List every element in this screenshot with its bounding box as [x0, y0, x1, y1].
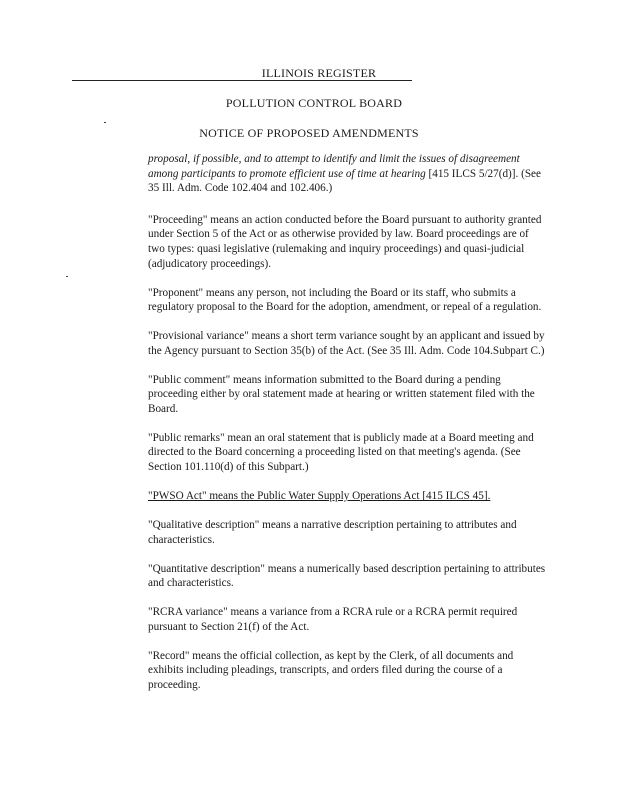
- notice-title: NOTICE OF PROPOSED AMENDMENTS: [199, 126, 419, 140]
- intro-citation: [415 ILCS 5/27(d)]. (See 35 Ill. Adm. Code 102.404 and 102.406.): [148, 167, 541, 195]
- definition-quantitative-description: "Quantitative description" means a numerically based description pertaining to attributes and characteristics.: [148, 562, 546, 590]
- definition-qualitative-description: "Qualitative description" means a narrative description pertaining to attributes and characteristics.: [148, 519, 517, 546]
- agency-name: POLLUTION CONTROL BOARD: [225, 96, 403, 110]
- definition-proponent: "Proponent" means any person, not including the Board or its staff, who submits a regulatory proposal to the Board for the adoption, amendment, or repeal of a regulation.: [148, 286, 542, 314]
- definition-provisional-variance: "Provisional variance" means a short term variance sought by an applicant and issued by the Agency pursuant to Section 35(b) of the Act. (See 35 Ill. Adm. Code 104.Subpart C.): [148, 330, 545, 357]
- register-title: ILLINOIS REGISTER: [261, 66, 377, 80]
- definition-public-remarks: "Public remarks" mean an oral statement that is publicly made at a Board meeting and directed to the Board concerning a proceeding listed on that meeting's agenda. (See Section 101.110(d) of this Subpart.): [148, 431, 534, 474]
- scan-speck: [66, 276, 68, 277]
- definition-public-comment: "Public comment" means information submitted to the Board during a pending proceeding either by oral statement made at hearing or written statement filed with the Board.: [148, 373, 535, 415]
- scan-speck: [104, 122, 106, 123]
- definition-proceeding: "Proceeding" means an action conducted before the Board pursuant to authority granted under Section 5 of the Act or as otherwise provided by law. Board proceedings are of two types: quasi legislative (rulemaking and inquiry proceedings) and quasi-judicial (adjudicatory proceedings).: [148, 213, 542, 270]
- document-body: [148, 152, 548, 707]
- definition-pwso-act: "PWSO Act" means the Public Water Supply Operations Act [415 ILCS 45].: [148, 490, 491, 503]
- intro-italic-quote: proposal, if possible, and to attempt to identify and limit the issues of disagreement among participants to promote efficient use of time at hearing: [148, 153, 520, 180]
- definition-rcra-variance: "RCRA variance" means a variance from a RCRA rule or a RCRA permit required pursuant to Section 21(f) of the Act.: [148, 606, 518, 633]
- definition-record: "Record" means the official collection, as kept by the Clerk, of all documents and exhibits including pleadings, transcripts, and orders filed during the course of a proceeding.: [148, 649, 514, 691]
- intro-paragraph: [148, 152, 548, 196]
